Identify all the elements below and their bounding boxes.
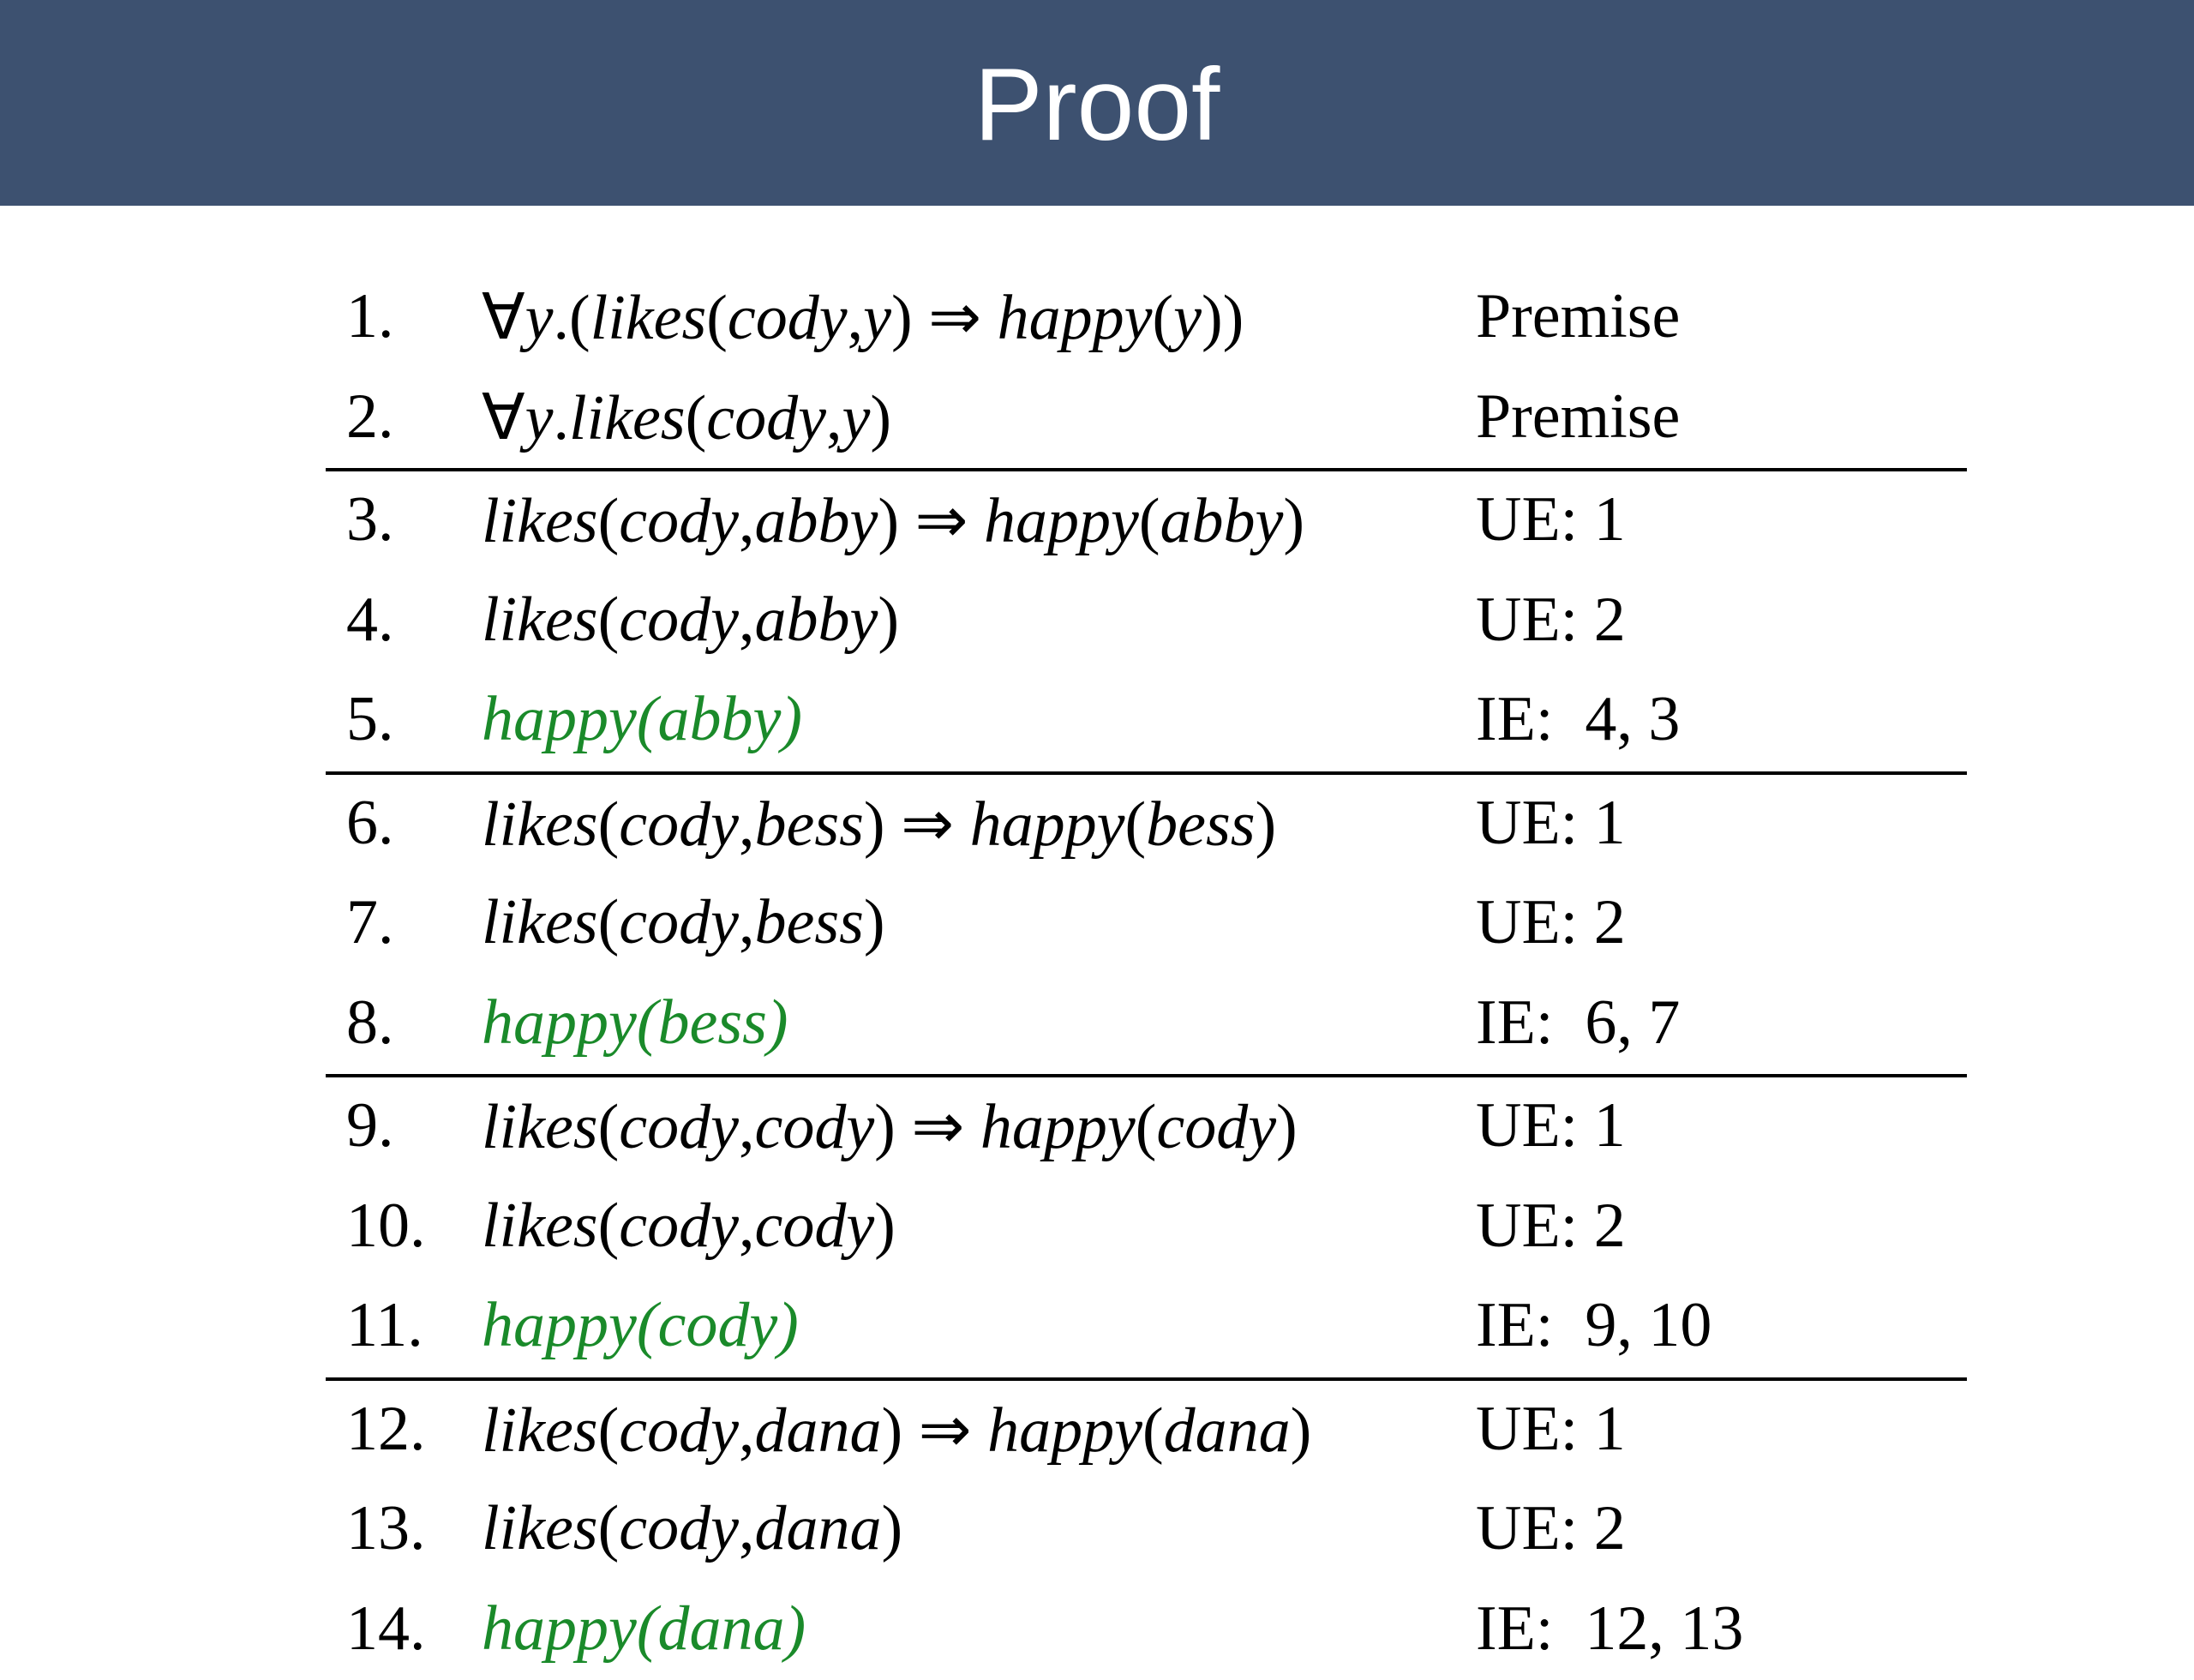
- justification: IE: 9, 10: [1476, 1289, 1711, 1362]
- justification: IE: 6, 7: [1476, 987, 1680, 1059]
- justification: UE: 2: [1476, 886, 1626, 959]
- line-number: 11.: [346, 1289, 423, 1362]
- proof-row: [326, 771, 1967, 875]
- line-number: 10.: [346, 1190, 426, 1263]
- formula: likes(cody,cody) ⇒ happy(cody): [482, 1089, 1298, 1164]
- formula: likes(cody,cody): [482, 1190, 896, 1263]
- line-number: 2.: [346, 381, 394, 453]
- line-number: 12.: [346, 1393, 426, 1466]
- proof-row: [326, 268, 1967, 369]
- proof-row: [326, 1480, 1967, 1581]
- formula: ∀y.(likes(cody,y) ⇒ happy(y)): [482, 280, 1244, 355]
- proof-row: [326, 975, 1967, 1075]
- justification: IE: 12, 13: [1476, 1593, 1743, 1665]
- line-number: 14.: [346, 1593, 426, 1665]
- justification: UE: 2: [1476, 1190, 1626, 1263]
- formula: likes(cody,bess) ⇒ happy(bess): [482, 787, 1276, 861]
- proof-table: [326, 268, 1967, 1680]
- proof-row: [326, 572, 1967, 672]
- formula: likes(cody,abby) ⇒ happy(abby): [482, 483, 1304, 558]
- formula: ∀y.likes(cody,y): [482, 381, 891, 455]
- proof-row: [326, 1377, 1967, 1481]
- formula: likes(cody,dana): [482, 1492, 902, 1565]
- justification: IE: 4, 3: [1476, 683, 1680, 756]
- justification: UE: 1: [1476, 483, 1626, 556]
- conclusion-formula: happy(dana): [482, 1593, 806, 1665]
- formula: likes(cody,bess): [482, 886, 885, 959]
- line-number: 5.: [346, 683, 394, 756]
- line-number: 4.: [346, 584, 394, 657]
- proof-row: [326, 1074, 1967, 1178]
- justification: Premise: [1476, 381, 1680, 453]
- formula: likes(cody,abby): [482, 584, 899, 657]
- line-number: 8.: [346, 987, 394, 1059]
- conclusion-formula: happy(cody): [482, 1289, 799, 1362]
- justification: UE: 2: [1476, 584, 1626, 657]
- slide-title: Proof: [974, 53, 1220, 156]
- formula: likes(cody,dana) ⇒ happy(dana): [482, 1393, 1311, 1467]
- line-number: 9.: [346, 1089, 394, 1162]
- proof-row: [326, 468, 1967, 572]
- conclusion-formula: happy(abby): [482, 683, 802, 756]
- proof-row: [326, 1581, 1967, 1680]
- justification: Premise: [1476, 280, 1680, 353]
- justification: UE: 1: [1476, 1393, 1626, 1466]
- justification: UE: 1: [1476, 787, 1626, 860]
- slide-header: [0, 0, 2194, 206]
- line-number: 7.: [346, 886, 394, 959]
- line-number: 13.: [346, 1492, 426, 1565]
- line-number: 1.: [346, 280, 394, 353]
- proof-row: [326, 874, 1967, 975]
- proof-row: [326, 671, 1967, 771]
- justification: UE: 2: [1476, 1492, 1626, 1565]
- line-number: 3.: [346, 483, 394, 556]
- proof-row: [326, 1277, 1967, 1377]
- conclusion-formula: happy(bess): [482, 987, 788, 1059]
- proof-row: [326, 1178, 1967, 1278]
- line-number: 6.: [346, 787, 394, 860]
- justification: UE: 1: [1476, 1089, 1626, 1162]
- proof-row: [326, 369, 1967, 469]
